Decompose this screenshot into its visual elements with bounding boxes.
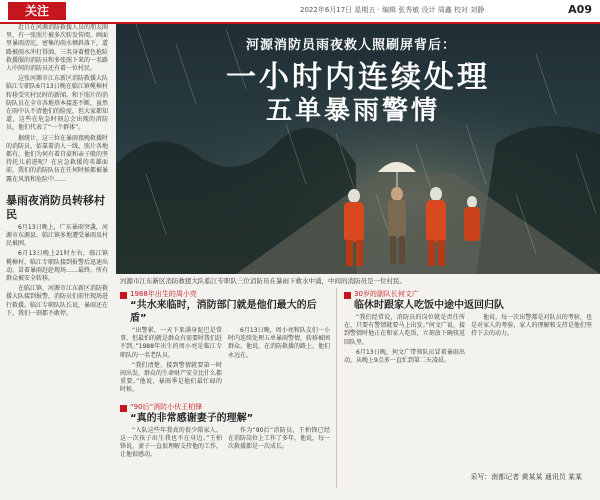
issue-meta: 2022年6月17日 星期五 · 编辑 张秀敏 设计 周鑫 校对 刘静 [300, 6, 485, 14]
story-text [120, 327, 222, 397]
subhead-wang [120, 403, 330, 425]
subhead-kicker: “90后”消防小伙王柏锋 [130, 402, 203, 411]
subhead-zhou [120, 290, 330, 325]
column-divider [336, 288, 337, 488]
story-text [228, 427, 330, 462]
paragraph: 6月13日晚，周小亮和队友们一小时内连续处理五单暴雨警情，转移被困群众。他说，在消防救援的路上，他们永远在。 [228, 327, 331, 359]
photo-caption: 河源市江东新区消防救援大队临江专职队三位消防员在暴雨下救水中涌，中间的消防员是一位村民。 [116, 275, 600, 287]
hero-kicker: 河源消防员雨夜救人照刷屏背后： [246, 38, 457, 53]
story-columns [116, 427, 334, 462]
story-columns [340, 314, 596, 367]
page-number: A09 [568, 3, 592, 16]
paragraph: 这张河源市江东新区消防救援大队临江专职队6月13日晚在临江镇榄樟村转移受灾村民时的新闻。和下照片的消防队员在全市各地基本接连不断，虽然在雨中认不清他们的脸庞，但大家都知道，这些在危急时刻总会出现的消防员，他们代表了“一个群体”。 [6, 75, 109, 132]
left-column [0, 24, 114, 500]
hero-headline-line1: 一小时内连续处理 [226, 60, 490, 95]
story-text [120, 427, 222, 462]
hero-headline-line2: 五单暴雨警情 [266, 96, 441, 126]
story-text [228, 327, 330, 397]
paragraph: “我们清楚，接到警情就要第一时间出发，群众的生命财产安全比什么都重要。”他说，暴雨季是他们最忙碌的时候。 [120, 361, 223, 394]
story-columns [116, 327, 334, 397]
section-tag: 关注 [8, 2, 66, 20]
paragraph: “我们经常说，消防员的岗位就是责任所在，只要有警情就要马上出发。”何文广说，接到警情时他正在和家人吃饭，立刻放下碗筷返回队里。 [344, 314, 465, 346]
intro-text [0, 24, 114, 184]
ribbon-marker [120, 292, 127, 299]
paragraph: 近日在河源消防救援人员的朋友圈里，有一张照片被多次转发传阅，画面里暴雨滂沱，密集的雨水倾斜落下，道路被雨水冲打得汹，三名身着橙色抢险救援服的消防员和多张照下来的一名路人中间的消防员还有着一位村民。 [6, 24, 109, 73]
paragraph: “入队这些年我真的很少陪家人，这一次孩子出生我也不在身边。”王柏锋说，妻子一直很理解支持他的工作，让他很感动。 [120, 426, 223, 459]
story-text [344, 314, 465, 367]
subhead-kicker: 1988年出生的周小亮 [130, 290, 197, 298]
story-headline: 暴雨夜消防员转移村民 [6, 193, 105, 221]
paragraph: 作为“90后”消防员，王柏锋已经在消防岗位上工作了多年，他说，每一次救援都是一次成长。 [228, 426, 331, 451]
subhead-kicker: 30岁的副队长何文广 [354, 290, 419, 298]
subhead-title: “共水来临时，消防部门就是他们最大的后盾” [130, 300, 317, 324]
paragraph: 他说，每一次出警都是对队员的考验，也是对家人的考验，家人的理解和支持是他们坚持下去的动力。 [471, 314, 592, 338]
paragraph: “出警累，一天下来满身泥巴是常事，但最怕的就是群众有需要时我们赶不到。”1988年出生的周小亮是临江专职队的一名老队员。 [120, 327, 223, 359]
hero-photo-block [116, 24, 600, 274]
subhead-title: “真的非常感谢妻子的理解” [130, 412, 254, 424]
reporter-credit: 采写：南都记者 黄某某 通讯员 某某 [470, 473, 582, 481]
ribbon-marker [344, 292, 351, 299]
subhead-he [344, 290, 592, 312]
subhead-title: 临休时跟家人吃饭中途中返回归队 [354, 300, 504, 311]
paragraph: 在临江镇，河源市江东新区消防救援大队接到报警，消防员们前往现场进行救援。临江专职队队长说，暴雨还在下，我们一刻都不敢停。 [6, 285, 109, 317]
paragraph: 据统计，这三位在暴雨夜晚救援时的消防员，依靠着消人一线，照片各地都有，他们为何有着自豪和亲子般的坚持托儿前进呢？在应急救援的英雄面前，我们的消防队伍在任何时候都被暴露在风浪和危险中…… [6, 134, 109, 183]
story-text [471, 314, 592, 367]
paragraph: 6月13日晚上21时左右，临江镇榄樟村，临江专职队接到报警后迅速出动，冒着暴雨赶赴现场……最终，所有群众被安全转移。 [6, 250, 109, 283]
masthead [0, 0, 600, 24]
middle-column [116, 288, 334, 488]
paragraph: 6月13日晚上，广东暴雨突袭，河源市东源县、临江镇多地遭受暴雨及村民被困。 [6, 223, 109, 248]
story-text [0, 224, 114, 318]
ribbon-marker [120, 405, 127, 412]
paragraph: 6月13日晚，何文广带领队员冒着暴雨出动，从晚上9点多一直忙到第二天凌晨。 [344, 348, 465, 365]
right-column [340, 288, 596, 488]
